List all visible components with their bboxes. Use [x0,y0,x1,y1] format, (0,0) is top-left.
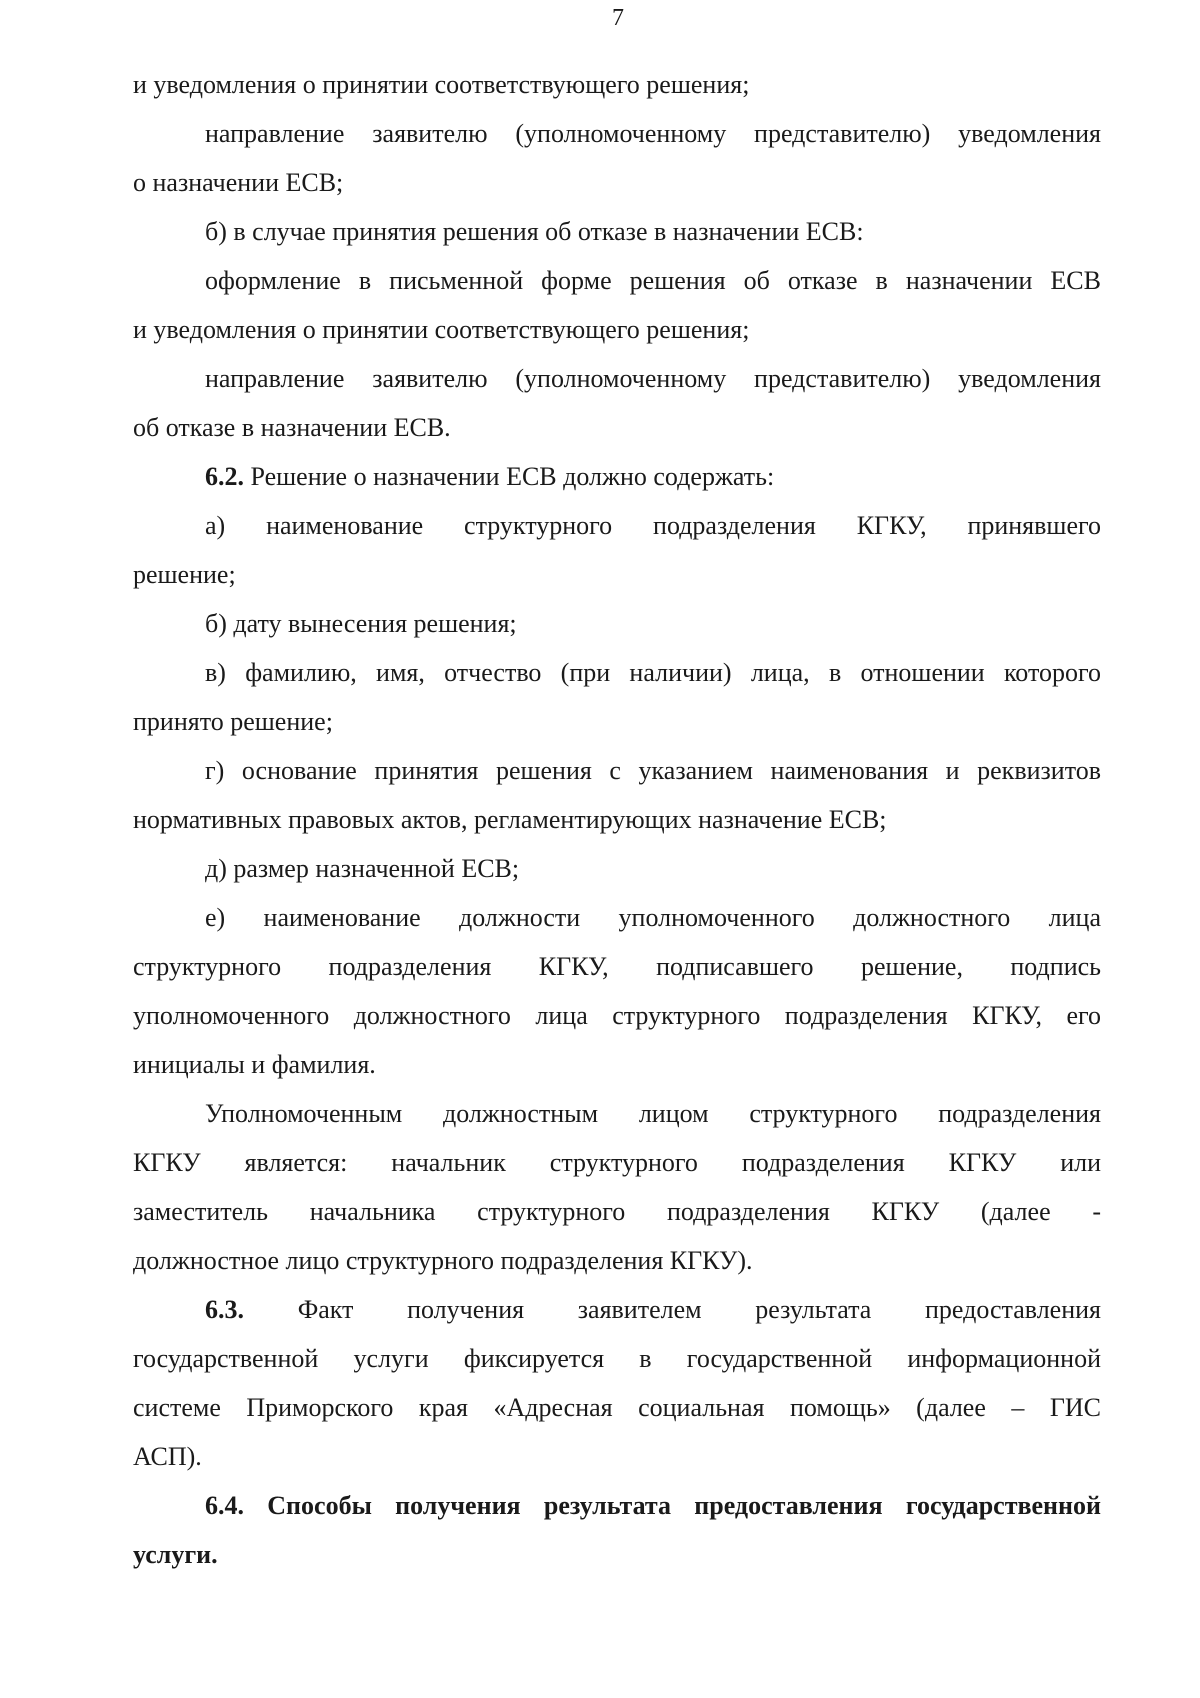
text-line: структурного подразделения КГКУ, подписавшего решение, подпись [133,952,1101,981]
text-line: решение; [133,560,236,589]
text-line: услуги. [133,1540,218,1569]
text-line: системе Приморского края «Адресная социальная помощь» (далее – ГИС [133,1393,1101,1422]
line-text: Решение о назначении ЕСВ должно содержать: [244,462,775,491]
line-text: Факт получения заявителем результата предоставления [244,1295,1101,1324]
text-line: б) дату вынесения решения; [205,609,517,638]
text-line: е) наименование должности уполномоченного должностного лица [205,903,1101,932]
text-line: принято решение; [133,707,333,736]
text-line: и уведомления о принятии соответствующего решения; [133,315,750,344]
text-line: КГКУ является: начальник структурного подразделения КГКУ или [133,1148,1101,1177]
text-line: направление заявителю (уполномоченному представителю) уведомления [205,364,1101,393]
text-line: оформление в письменной форме решения об отказе в назначении ЕСВ [205,266,1101,295]
text-line: д) размер назначенной ЕСВ; [205,854,520,883]
text-line: заместитель начальника структурного подразделения КГКУ (далее - [133,1197,1101,1226]
text-line: и уведомления о принятии соответствующего решения; [133,70,750,99]
text-line: г) основание принятия решения с указанием наименования и реквизитов [205,756,1101,785]
section-number: 6.2. [205,462,244,491]
text-line [133,452,1101,501]
text-line: 6.4. Способы получения результата предоставления государственной [205,1491,1101,1520]
document-body [133,60,1101,1579]
section-number: 6.3. [205,1295,244,1324]
text-line: АСП). [133,1442,202,1471]
text-line [133,1285,1101,1334]
text-line: о назначении ЕСВ; [133,168,344,197]
text-line: Уполномоченным должностным лицом структурного подразделения [205,1099,1101,1128]
text-line: а) наименование структурного подразделения КГКУ, принявшего [205,511,1101,540]
text-line: инициалы и фамилия. [133,1050,376,1079]
text-line: в) фамилию, имя, отчество (при наличии) лица, в отношении которого [205,658,1101,687]
text-line: об отказе в назначении ЕСВ. [133,413,451,442]
page-number: 7 [612,5,624,31]
text-line: б) в случае принятия решения об отказе в назначении ЕСВ: [205,217,864,246]
text-line: должностное лицо структурного подразделения КГКУ). [133,1246,753,1275]
text-line: направление заявителю (уполномоченному представителю) уведомления [205,119,1101,148]
text-line: государственной услуги фиксируется в государственной информационной [133,1344,1101,1373]
text-line: уполномоченного должностного лица структурного подразделения КГКУ, его [133,1001,1101,1030]
text-line: нормативных правовых актов, регламентирующих назначение ЕСВ; [133,805,887,834]
